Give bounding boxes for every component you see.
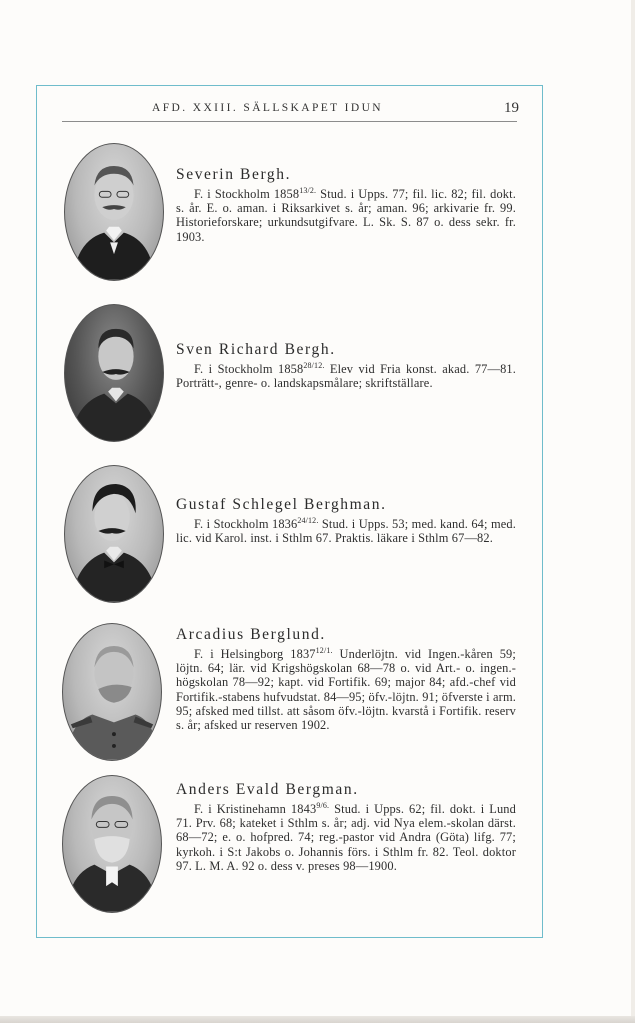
page-number: 19 — [504, 100, 519, 116]
page-edge — [631, 0, 635, 1023]
entry-severin-bergh — [176, 165, 516, 244]
entry-bio: F. i Kristinehamn $1843^{9/6.}$ Stud. i Upps. 62; fil. dokt. i Lund 71. Prv. 68; kateket i Sthlm s. år; adj. vid Nya elem.-skolan därst. 68—72; e. o. hofpred. 74; reg.-pastor vid Andra (Göta) lifg. 77; kyrkoh. i S:t Jakobs o. Johannis förs. i Sthlm fr. 82. Teol. doktor 97. L. M. A. 92 o. dess v. preses 98—1900. — [176, 801, 517, 873]
entry-name: Severin Bergh. — [176, 166, 292, 183]
entry-sven-richard-bergh — [176, 340, 516, 390]
entry-anders-evald-bergman — [176, 780, 516, 873]
portrait-image — [63, 624, 161, 760]
entry-bio: F. i Stockholm $1836^{24/12.}$ Stud. i Upps. 53; med. kand. 64; med. lic. vid Karol. inst. i Sthlm 67. Praktis. läkare i Sthlm 67—82. — [176, 516, 516, 546]
page-edge — [0, 1016, 635, 1023]
portrait-gustaf-schlegel-berghman — [64, 465, 164, 603]
entry-arcadius-berglund — [176, 625, 516, 732]
portrait-image — [65, 144, 163, 280]
entry-gustaf-schlegel-berghman — [176, 495, 516, 545]
portrait-image — [65, 305, 163, 441]
portrait-image — [63, 776, 161, 912]
running-head-title: AFD. XXIII. SÄLLSKAPET IDUN — [152, 102, 384, 114]
running-head — [152, 100, 522, 120]
entry-name: Anders Evald Bergman. — [176, 781, 359, 798]
entry-name: Gustaf Schlegel Berghman. — [176, 496, 387, 513]
entry-bio: F. i Stockholm $1858^{28/12.}$ Elev vid Fria konst. akad. 77—81. Porträtt-, genre- o. landskapsmålare; skriftställare. — [176, 361, 517, 391]
portrait-image — [65, 466, 163, 602]
portrait-anders-evald-bergman — [62, 775, 162, 913]
header-rule — [62, 121, 517, 122]
entry-bio: F. i Stockholm $1858^{13/2.}$ Stud. i Upps. 77; fil. lic. 82; fil. dokt. s. år. E. o. aman. i Riksarkivet s. år; aman. 96; arkivarie fr. 99. Historieforskare; urkundsutgifvare. L. Sk. S. 87 o. dess sekr. fr. 1903. — [176, 186, 516, 244]
portrait-sven-richard-bergh — [64, 304, 164, 442]
portrait-severin-bergh — [64, 143, 164, 281]
entry-name: Arcadius Berglund. — [176, 626, 326, 643]
portrait-arcadius-berglund — [62, 623, 162, 761]
entry-bio: F. i Helsingborg $1837^{12/1.}$ Underlöjtn. vid Ingen.-kåren 59; löjtn. 64; lär. vid Krigshögskolan 68—78 o. vid Art.- o. ingen.-högskolan 78—92; kapt. vid Fortifik. 69; major 84; afd.-chef vid Fortifik.-stabens hufvudstat. 84—95; öfv.-löjtn. 91; öfverste i arm. 95; afsked med tillst. att såsom öfv.-löjtn. kvarstå i Fortifik. reserv s. år; afsked ur reserven 1902. — [176, 646, 516, 733]
entry-name: Sven Richard Bergh. — [176, 341, 336, 358]
